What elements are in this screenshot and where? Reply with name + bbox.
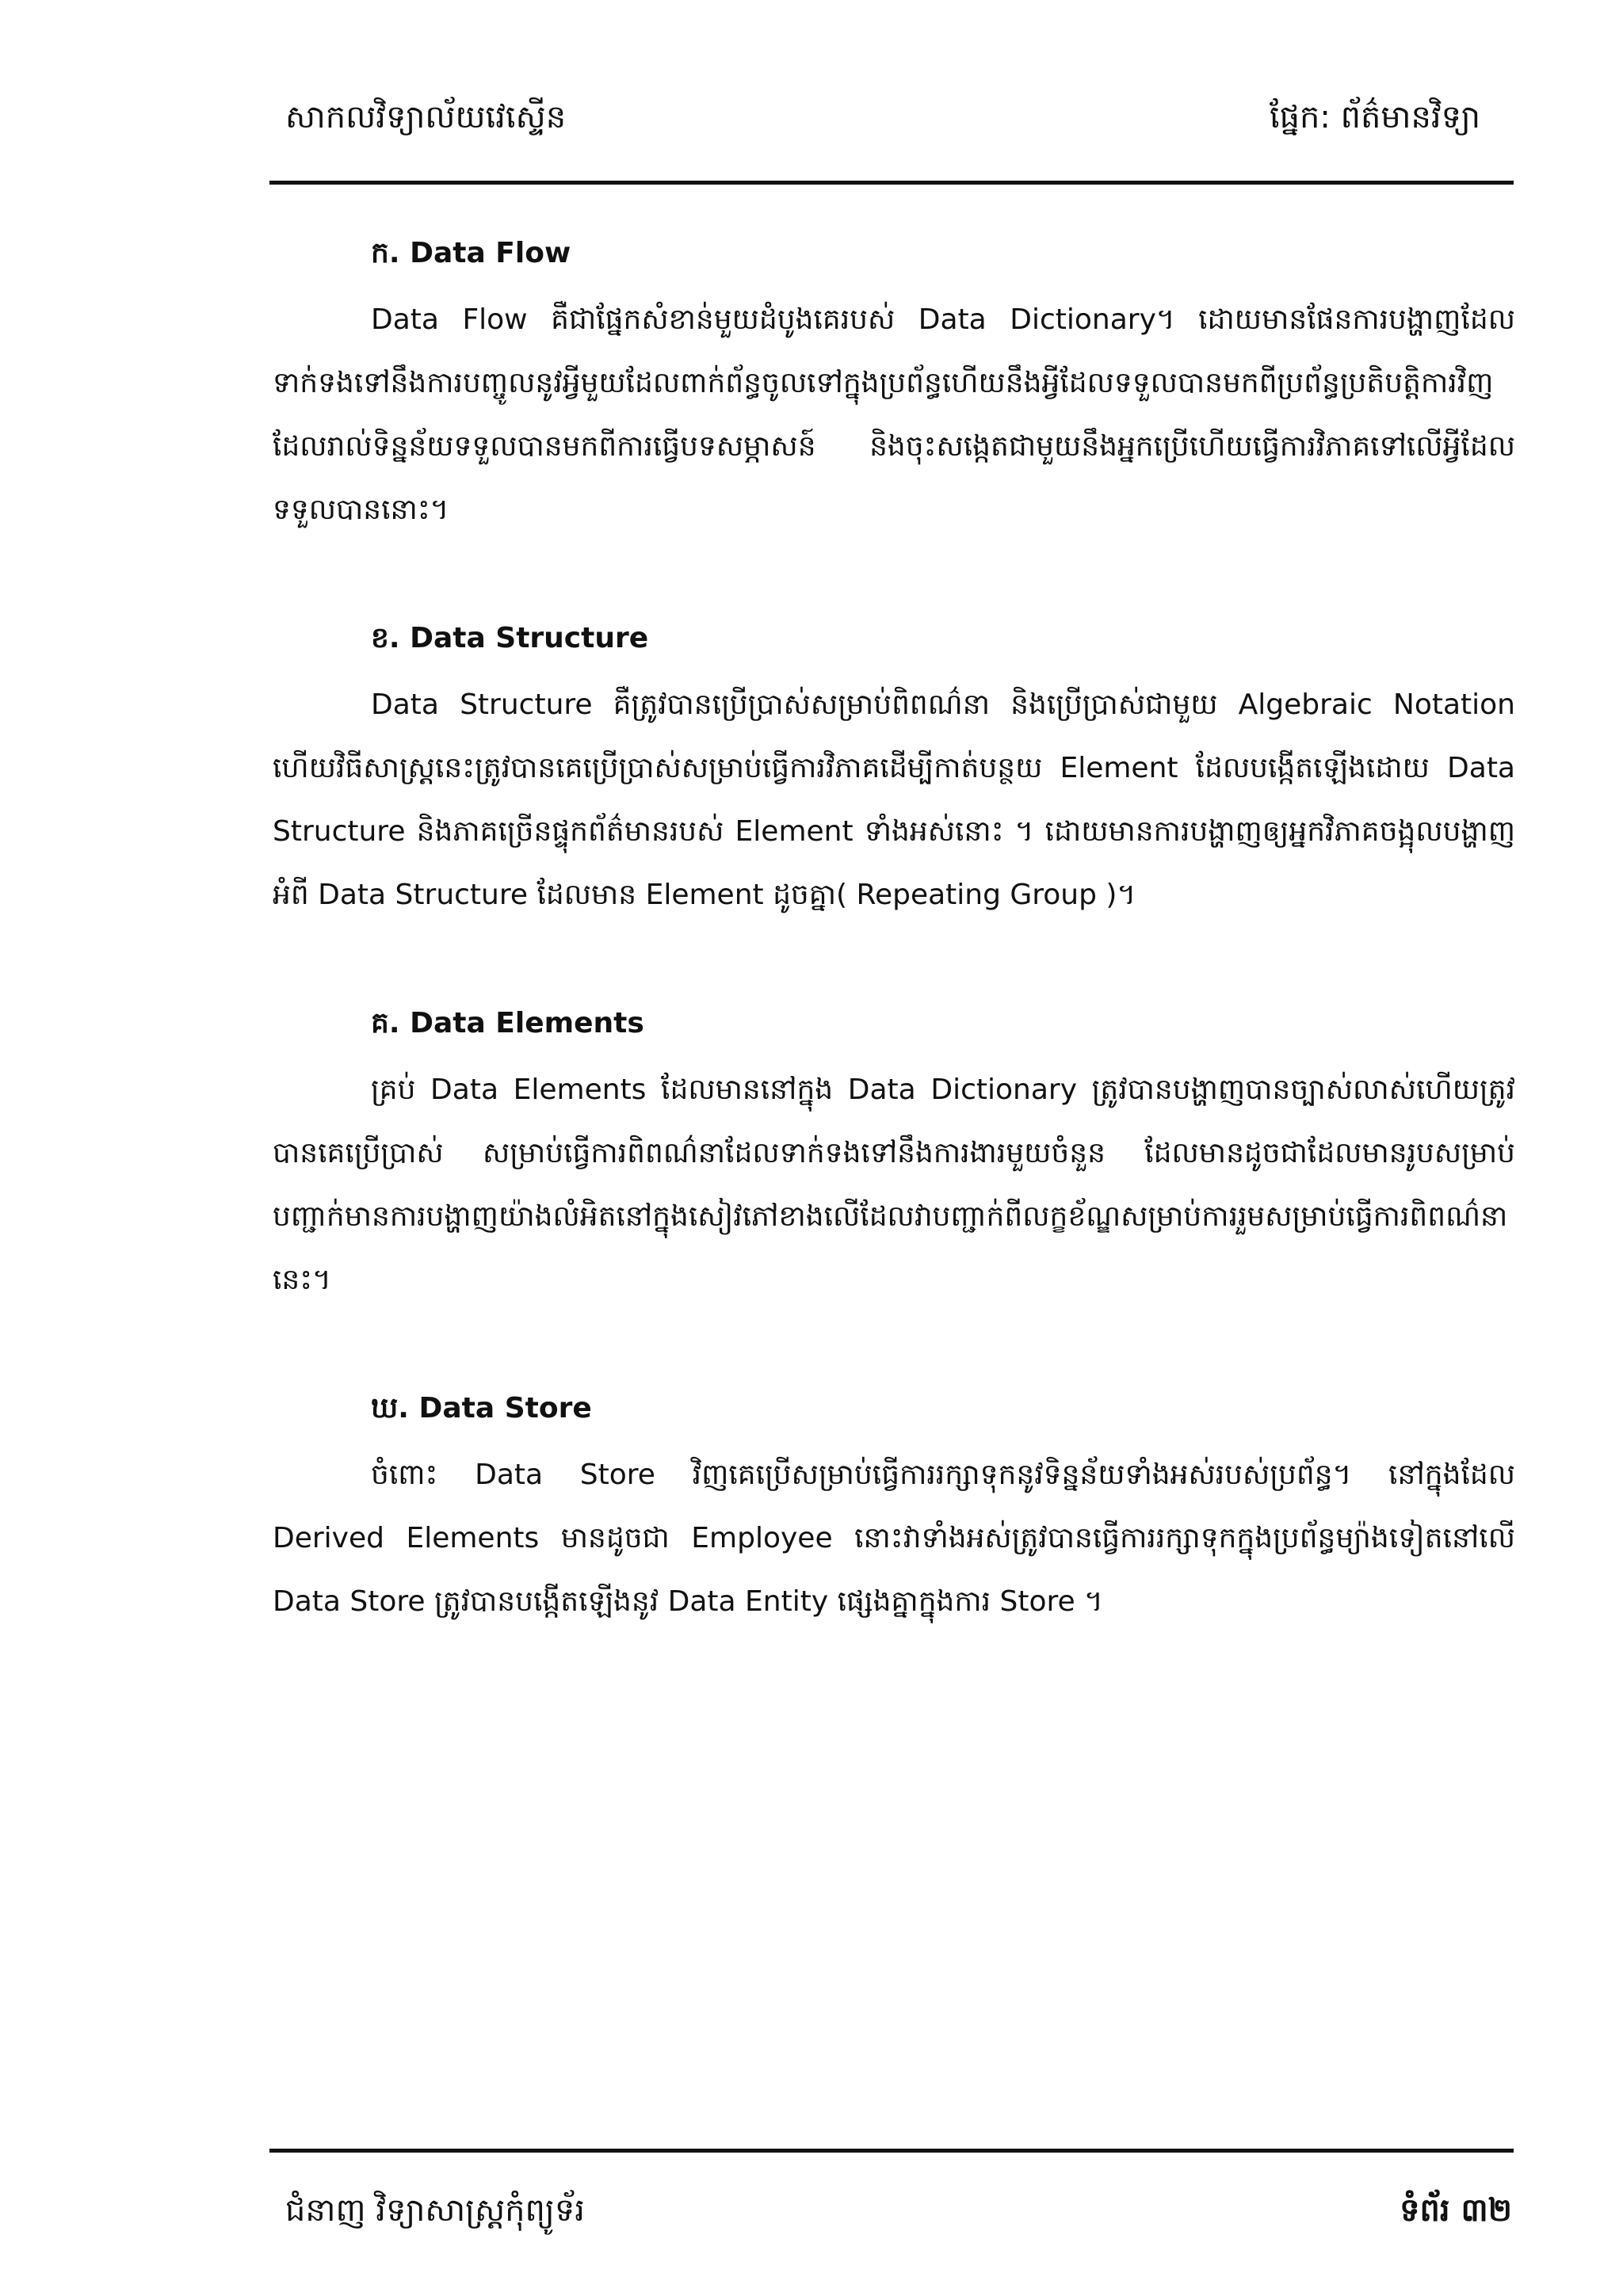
section-paragraph: Data Flow គឺជាផ្នែកសំខាន់មួយដំបូងគេរបស់ Data Dictionary។ ដោយមានផែនការបង្ហាញដែលទាក់ទងទៅនឹងការបញ្ចូលនូវអ្វីមួយដែលពាក់ព័ន្ធចូលទៅក្នុងប្រព័ន្ធហើយនឹងអ្វីដែលទទួលបានមកពីប្រព័ន្ធប្រតិបត្តិការវិញដែលរាល់ទិន្នន័យទទួលបានមកពីការធ្វើបទសម្ភាសន៍ និងចុះសង្កេតជាមួយនឹងអ្នកប្រើហើយធ្វើការវិភាគទៅលើអ្វីដែលទទួលបាននោះ។ xyxy=(273,303,1515,526)
department-label: ផ្នែក: ព័ត៌មានវិទ្យា xyxy=(1269,99,1480,135)
section-title: . Data Store xyxy=(398,1392,592,1425)
section-number: ខ xyxy=(371,622,389,654)
section-data-store xyxy=(273,1385,1515,1634)
section-title: . Data Structure xyxy=(388,622,649,654)
section-heading xyxy=(371,1000,1515,1047)
section-paragraph: គ្រប់ Data Elements ដែលមាននៅក្នុង Data Dictionary ត្រូវបានបង្ហាញបានច្បាស់លាស់ហើយត្រូវបានគេប្រើប្រាស់ សម្រាប់ធ្វើការពិពណ៌នាដែលទាក់ទងទៅនឹងការងារមួយចំនួន ដែលមានដូចជាដែលមានរូបសម្រាប់បញ្ជាក់មានការបង្ហាញយ៉ាងលំអិតនៅក្នុងសៀវភៅខាងលើដែលវាបញ្ជាក់ពីលក្ខខ័ណ្ឌសម្រាប់ការរួមសម្រាប់ធ្វើការពិពណ៌នានេះ។ xyxy=(273,1074,1515,1296)
section-number: ក xyxy=(371,237,389,269)
page-number: ទំព័រ ៣២ xyxy=(1400,2192,1512,2229)
section-data-structure xyxy=(273,615,1515,927)
section-paragraph: Data Structure គឺត្រូវបានប្រើប្រាស់សម្រាប់ពិពណ៌នា និងប្រើប្រាស់ជាមួយ Algebraic Notation ហើយវិធីសាស្រ្តនេះត្រូវបានគេប្រើប្រាស់សម្រាប់ធ្វើការវិភាគដើម្បីកាត់បន្ថយ Element ដែលបង្កើតឡើងដោយ Data Structure និងភាគច្រើនផ្ទុកព័ត៌មានរបស់ Element ទាំងអស់នោះ ។ ដោយមានការបង្ហាញឲ្យអ្នកវិភាគចង្អុលបង្ហាញអំពី Data Structure ដែលមាន Element ដូចគ្នា( Repeating Group )។ xyxy=(273,688,1515,911)
main-content xyxy=(273,230,1515,1707)
section-paragraph: ចំពោះ Data Store វិញគេប្រើសម្រាប់ធ្វើការរក្សាទុកនូវទិន្នន័យទាំងអស់របស់ប្រព័ន្ធ។ នៅក្នុងដែល Derived Elements មានដូចជា Employee នោះវាទាំងអស់ត្រូវបានធ្វើការរក្សាទុកក្នុងប្រព័ន្ធម្យ៉ាងទៀតនៅលើ Data Store ត្រូវបានបង្កើតឡើងនូវ Data Entity ផ្សេងគ្នាក្នុងការ Store ។ xyxy=(273,1459,1515,1618)
section-number: គ xyxy=(371,1007,389,1039)
section-data-flow xyxy=(273,230,1515,542)
section-heading xyxy=(371,230,1515,277)
university-name: សាកលវិទ្យាល័យវេស្ទើន xyxy=(285,99,567,135)
section-title: . Data Elements xyxy=(388,1007,644,1039)
major-label: ជំនាញ វិទ្យាសាស្ត្រកុំព្យូទ័រ xyxy=(285,2192,585,2229)
section-title: . Data Flow xyxy=(388,237,571,269)
section-data-elements xyxy=(273,1000,1515,1312)
section-number: ឃ xyxy=(371,1392,399,1425)
header-rule xyxy=(269,181,1514,185)
section-heading xyxy=(371,615,1515,662)
section-heading xyxy=(371,1385,1515,1432)
footer-rule xyxy=(269,2149,1514,2153)
